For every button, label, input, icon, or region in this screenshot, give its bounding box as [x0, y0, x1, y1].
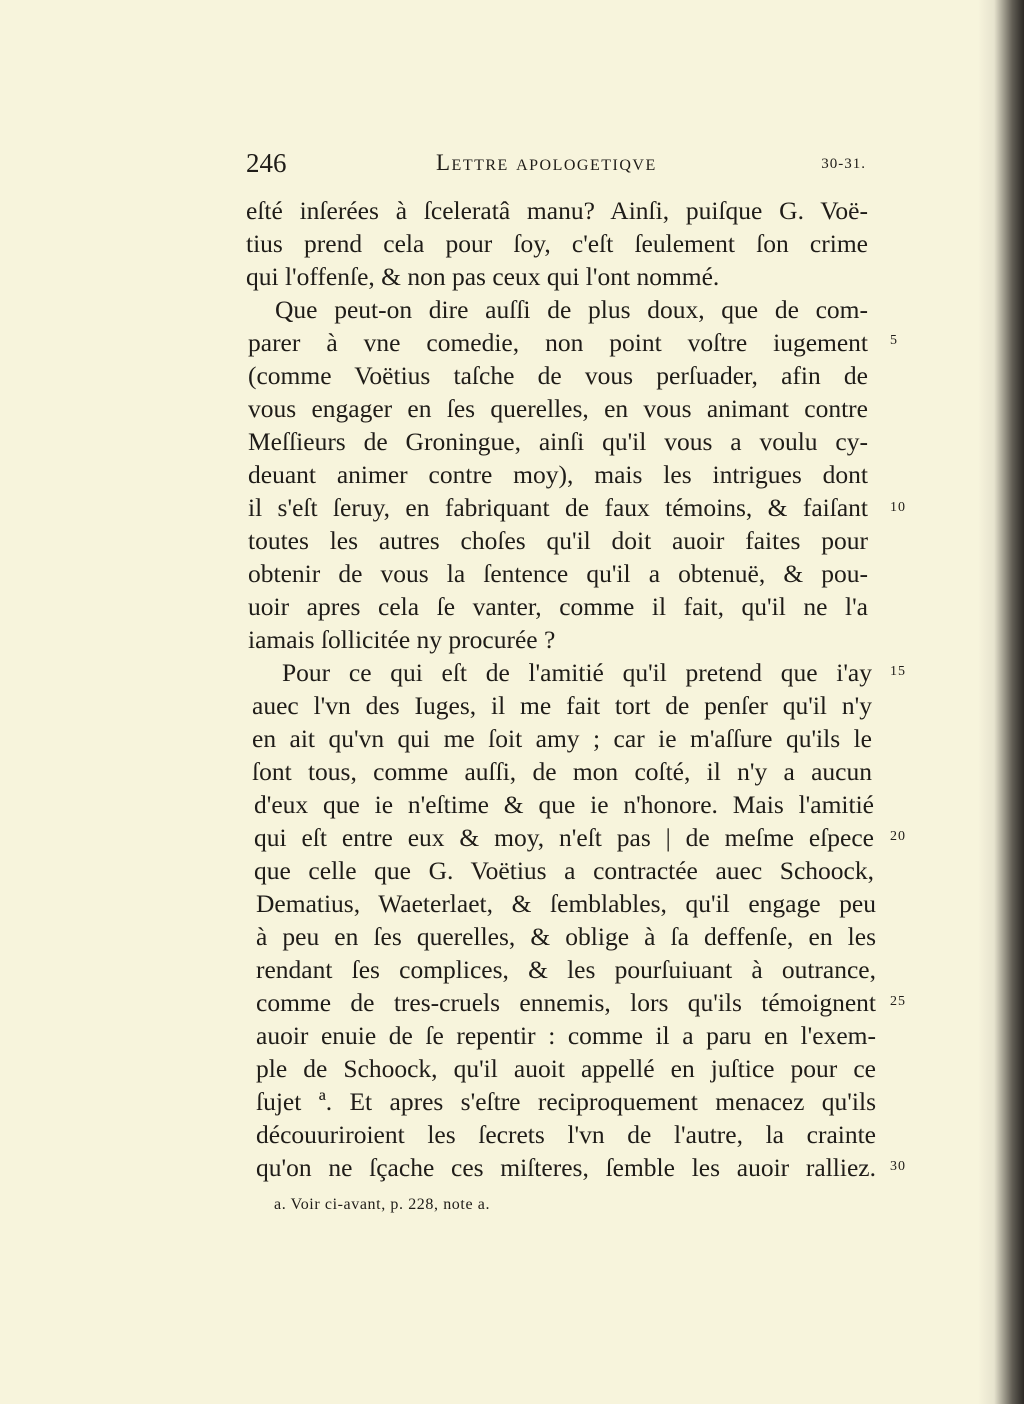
text-line: comme de tres-cruels ennemis, lors qu'ils témoignent: [256, 988, 876, 1017]
text-line: obtenir de vous la ſentence qu'il a obtenuë, & pou-: [248, 559, 868, 588]
page-edge-shadow: [978, 0, 1024, 1404]
text-line: que celle que G. Voëtius a contractée auec Schoock,: [254, 856, 874, 885]
text-line: qui l'offenſe, & non pas ceux qui l'ont nommé.: [246, 262, 720, 291]
text-line: parer à vne comedie, non point voſtre iugement: [248, 328, 868, 357]
text-line: il s'eſt ſeruy, en fabriquant de faux témoins, & faiſant: [248, 493, 868, 522]
text-line: (comme Voëtius taſche de vous perſuader, afin de: [248, 361, 868, 390]
running-title: Lettre apologetiqve: [436, 150, 657, 175]
text-line: iamais ſollicitée ny procurée ?: [248, 625, 556, 654]
footnote: a. Voir ci-avant, p. 228, note a.: [274, 1196, 491, 1213]
line-number: 15: [890, 664, 906, 679]
line-number: 25: [890, 994, 906, 1009]
text-line: auec l'vn des Iuges, il me fait tort de penſer qu'il n'y: [252, 691, 872, 720]
line-number: 10: [890, 500, 906, 515]
text-line: ſujet ª. Et apres s'eſtre reciproquement menacez qu'ils: [256, 1087, 876, 1116]
text-line: Que peut-on dire auſſi de plus doux, que de com-: [275, 295, 868, 324]
text-line: uoir apres cela ſe vanter, comme il fait, qu'il ne l'a: [248, 592, 868, 621]
text-line: ſont tous, comme auſſi, de mon coſté, il n'y a aucun: [252, 757, 872, 786]
page-number: 246: [246, 148, 287, 178]
text-line: découuriroient les ſecrets l'vn de l'autre, la crainte: [256, 1120, 876, 1149]
text-line: auoir enuie de ſe repentir : comme il a paru en l'exem-: [256, 1021, 876, 1050]
text-line: d'eux que ie n'eſtime & que ie n'honore. Mais l'amitié: [254, 790, 874, 819]
page-header: [246, 148, 866, 180]
text-line: Dematius, Waeterlaet, & ſemblables, qu'il engage peu: [256, 889, 876, 918]
text-line: toutes les autres choſes qu'il doit auoir faites pour: [248, 526, 868, 555]
text-line: Meſſieurs de Groningue, ainſi qu'il vous a voulu cy-: [248, 427, 868, 456]
text-line: rendant ſes complices, & les pourſuiuant à outrance,: [256, 955, 876, 984]
text-line: en ait qu'vn qui me ſoit amy ; car ie m'aſſure qu'ils le: [252, 724, 872, 753]
line-number: 30: [890, 1159, 906, 1174]
line-number: 20: [890, 829, 906, 844]
text-line: tius prend cela pour ſoy, c'eſt ſeulement ſon crime: [246, 229, 868, 258]
text-line: qui eſt entre eux & moy, n'eſt pas | de meſme eſpece: [254, 823, 874, 852]
text-line: deuant animer contre moy), mais les intrigues dont: [248, 460, 868, 489]
text-line: à peu en ſes querelles, & oblige à ſa deffenſe, en les: [256, 922, 876, 951]
text-line: qu'on ne ſçache ces miſteres, ſemble les auoir ralliez.: [256, 1153, 876, 1182]
text-line: ple de Schoock, qu'il auoit appellé en juſtice pour ce: [256, 1054, 876, 1083]
line-number: 5: [890, 333, 898, 348]
sheet-reference: 30-31.: [821, 156, 866, 172]
text-line: Pour ce qui eſt de l'amitié qu'il pretend que i'ay: [282, 658, 872, 687]
text-line: eſté inſerées à ſceleratâ manu? Ainſi, puiſque G. Voë-: [246, 196, 868, 225]
text-line: vous engager en ſes querelles, en vous animant contre: [248, 394, 868, 423]
